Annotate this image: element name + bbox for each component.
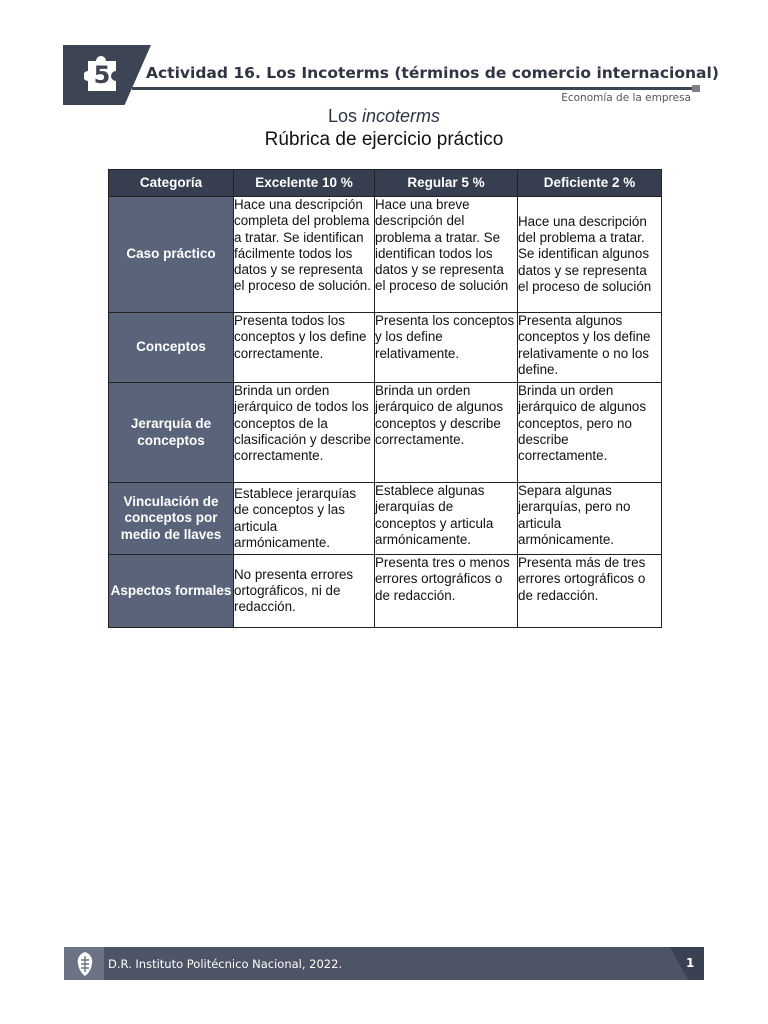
category-cell: Jerarquía de conceptos (109, 383, 234, 483)
deficiente-cell: Presenta algunos conceptos y los define relativamente o no los define. (518, 313, 662, 383)
table-row (109, 483, 662, 555)
category-cell: Vinculación de conceptos por medio de llaves (109, 483, 234, 555)
regular-cell: Presenta tres o menos errores ortográficos o de redacción. (375, 555, 518, 628)
table-header-row (109, 170, 662, 197)
deficiente-cell: Separa algunas jerarquías, pero no articula armónicamente. (518, 483, 662, 555)
table-row (109, 313, 662, 383)
deficiente-cell: Presenta más de tres errores ortográficos o de redacción. (518, 555, 662, 628)
table-row (109, 383, 662, 483)
course-name: Economía de la empresa (561, 92, 691, 104)
category-cell: Conceptos (109, 313, 234, 383)
category-cell: Caso práctico (109, 197, 234, 313)
excelente-cell: Presenta todos los conceptos y los define correctamente. (234, 313, 375, 383)
header-rule (132, 87, 694, 90)
header-category: Categoría (109, 170, 234, 197)
footer-copyright: D.R. Instituto Politécnico Nacional, 2022. (108, 957, 343, 971)
category-cell: Aspectos formales (109, 555, 234, 628)
unit-number: 5 (93, 61, 111, 89)
header-rule-end (692, 85, 700, 92)
header-regular: Regular 5 % (375, 170, 518, 197)
excelente-cell: Hace una descripción completa del problema a tratar. Se identifican fácilmente todos los datos y se representa el proceso de solución. (234, 197, 375, 313)
regular-cell: Establece algunas jerarquías de conceptos y articula armónicamente. (375, 483, 518, 555)
table-row (109, 555, 662, 628)
page-subtitle: Rúbrica de ejercicio práctico (264, 129, 504, 150)
regular-cell: Brinda un orden jerárquico de algunos conceptos y describe correctamente. (375, 383, 518, 483)
unit-number-puzzle (84, 55, 120, 95)
excelente-cell: No presenta errores ortográficos, ni de redacción. (234, 555, 375, 628)
page-number: 1 (686, 956, 695, 970)
rubric-table (108, 169, 662, 628)
activity-title: Actividad 16. Los Incoterms (términos de comercio internacional) (146, 64, 719, 82)
header-deficiente: Deficiente 2 % (518, 170, 662, 197)
deficiente-cell: Hace una descripción del problema a tratar. Se identifican algunos datos y se representa el proceso de solución (518, 197, 662, 313)
excelente-cell: Establece jerarquías de conceptos y las articula armónicamente. (234, 483, 375, 555)
regular-cell: Presenta los conceptos y los define relativamente. (375, 313, 518, 383)
page-title-emphasis: incoterms (362, 106, 441, 126)
ipn-logo-icon (74, 951, 96, 977)
page-title (0, 106, 768, 127)
table-row (109, 197, 662, 313)
deficiente-cell: Brinda un orden jerárquico de algunos conceptos, pero no describe correctamente. (518, 383, 662, 483)
excelente-cell: Brinda un orden jerárquico de todos los conceptos de la clasificación y describe correctamente. (234, 383, 375, 483)
regular-cell: Hace una breve descripción del problema a tratar. Se identifican todos los datos y se representa el proceso de solución (375, 197, 518, 313)
header-excelente: Excelente 10 % (234, 170, 375, 197)
page-title-prefix: Los (327, 106, 362, 126)
